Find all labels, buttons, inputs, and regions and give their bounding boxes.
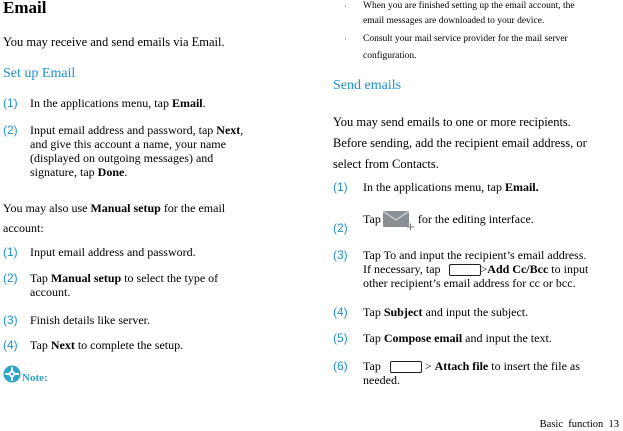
send-step-3-number: (3) <box>333 248 348 262</box>
send-step-2-number: (2) <box>333 221 348 235</box>
note-gear-icon <box>2 364 22 384</box>
note-item-2: Consult your mail service provider for the mail server configuration. <box>363 34 568 61</box>
manual-step-2-number: (2) <box>3 271 18 285</box>
note-bullet-1: · <box>344 1 347 11</box>
send-step-4-number: (4) <box>333 305 348 319</box>
send-step-6-text: Tap > Attach file to insert the file as needed. <box>363 359 580 388</box>
send-step-4-text: Tap Subject and input the subject. <box>363 305 529 319</box>
intro-text: You may receive and send emails via Email. <box>3 35 225 49</box>
manual-step-2-text: Tap Manual setup to select the type of account. <box>30 271 219 299</box>
manual-setup-text: You may also use Manual setup for the email account: <box>3 201 226 235</box>
menu-key-icon-2 <box>390 361 422 373</box>
note-bullet-2: · <box>344 34 347 44</box>
manual-step-3-number: (3) <box>3 313 18 327</box>
setup-step-1-text: In the applications menu, tap Email. <box>30 96 206 110</box>
send-emails-paragraph: You may send emails to one or more recipients. Before sending, add the recipient email address, or select from Contacts. <box>333 115 587 171</box>
manual-step-3-text: Finish details like server. <box>30 313 150 327</box>
setup-heading: Set up Email <box>3 66 76 81</box>
send-step-1-text: In the applications menu, tap Email. <box>363 180 539 194</box>
setup-step-1-number: (1) <box>3 96 18 110</box>
compose-mail-icon <box>381 207 415 233</box>
send-step-5-text: Tap Compose email and input the text. <box>363 331 552 345</box>
manual-step-4-text: Tap Next to complete the setup. <box>30 338 184 352</box>
note-label: Note: <box>22 372 48 384</box>
send-step-2-text: Tap for the editing interface. <box>363 205 534 233</box>
page-title: Email <box>3 0 47 17</box>
send-step-1-number: (1) <box>333 180 348 194</box>
send-step-3-text: Tap To and input the recipient’s email address. If necessary, tap >Add Cc/Bcc to input other recipient’s email address for cc or bcc. <box>363 248 589 291</box>
manual-step-1-text: Input email address and password. <box>30 245 196 259</box>
send-step-6-number: (6) <box>333 359 348 373</box>
setup-step-2-text: Input email address and password, tap Next, and give this account a name, your name (displayed on outgoing messages) and signature, tap Done. <box>30 123 244 179</box>
manual-step-1-number: (1) <box>3 245 18 259</box>
setup-step-2-number: (2) <box>3 123 18 137</box>
page-footer: Basic function 13 <box>539 419 619 430</box>
note-item-1: When you are finished setting up the email account, the email messages are downloaded to your device. <box>363 1 575 26</box>
send-emails-heading: Send emails <box>333 78 402 93</box>
manual-step-4-number: (4) <box>3 338 18 352</box>
send-step-5-number: (5) <box>333 331 348 345</box>
menu-key-icon <box>449 264 481 276</box>
